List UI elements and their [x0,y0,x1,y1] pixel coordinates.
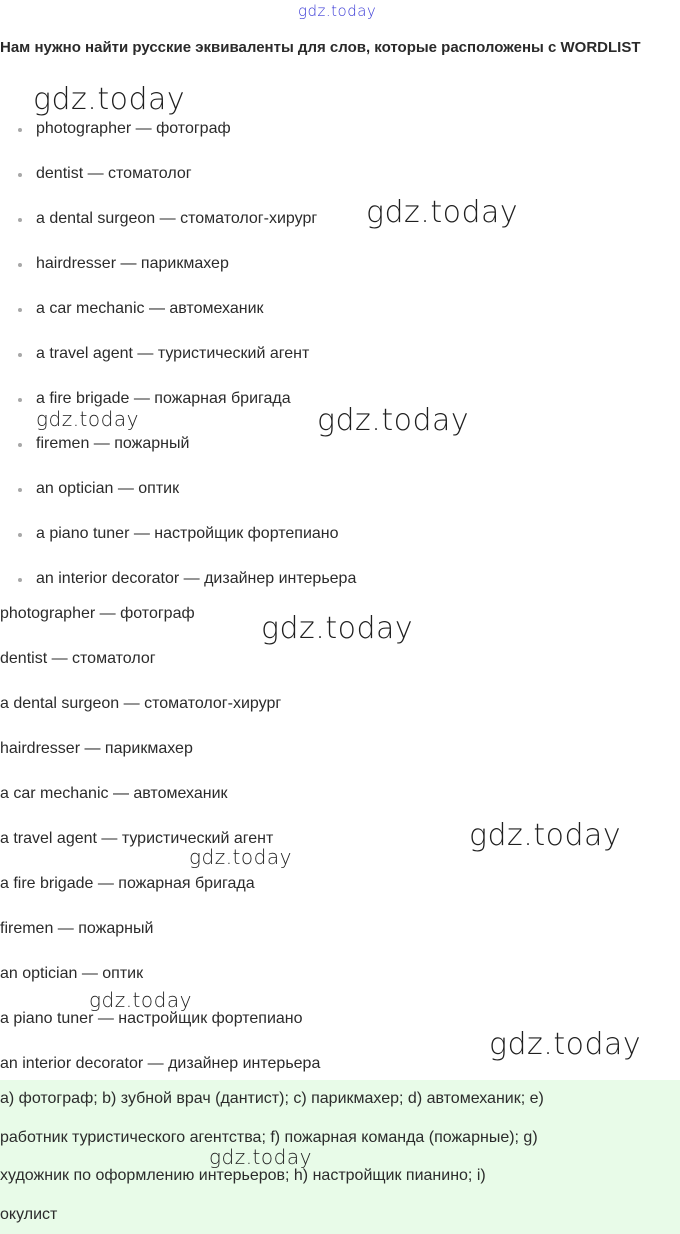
list-item: dentist — стоматолог [18,158,356,203]
watermark: gdz.today [469,818,622,853]
list-item: a dental surgeon — стоматолог-хирург [0,695,282,712]
watermark: gdz.today [366,195,519,230]
list-item: a car mechanic — автомеханик [18,293,356,338]
list-item: a travel agent — туристический агент [18,338,356,383]
list-item: dentist — стоматолог [0,650,156,667]
watermark: gdz.today [36,407,139,431]
watermark: gdz.today [89,988,192,1012]
list-item: a dental surgeon — стоматолог-хирург [18,203,356,248]
list-item: a piano tuner — настройщик фортепиано [0,1010,303,1027]
list-item: hairdresser — парикмахер [0,740,193,757]
list-item: hairdresser — парикмахер [18,248,356,293]
list-item: an interior decorator — дизайнер интерьера [18,563,356,608]
watermark: gdz.today [189,845,292,869]
watermark: gdz.today [209,1145,312,1169]
list-item: a fire brigade — пожарная бригада [0,875,255,892]
list-item: a piano tuner — настройщик фортепиано [18,518,356,563]
bullet-word-list [18,113,356,608]
answer-block [0,1080,680,1234]
list-item: an optician — оптик [18,473,356,518]
list-item: an optician — оптик [0,965,144,982]
list-item: a travel agent — туристический агент [0,830,274,847]
answer-line: работник туристического агентства; f) пожарная команда (пожарные); g) [0,1128,538,1146]
list-item: firemen — пожарный [18,428,356,473]
list-item: photographer — фотограф [18,113,356,158]
watermark: gdz.today [489,1027,642,1062]
watermark: gdz.today [317,403,470,438]
list-item: a car mechanic — автомеханик [0,785,228,802]
list-item: photographer — фотограф [0,605,195,622]
list-item: firemen — пожарный [0,920,154,937]
answer-line: художник по оформлению интерьеров; h) настройщик пианино; i) [0,1167,486,1184]
list-item: an interior decorator — дизайнер интерьера [0,1055,321,1072]
task-heading: Нам нужно найти русские эквиваленты для слов, которые расположены с WORDLIST [0,39,641,56]
watermark: gdz.today [261,611,414,646]
list-item: a fire brigade — пожарная бригада [18,383,356,428]
watermark: gdz.today [298,2,377,20]
watermark: gdz.today [33,82,186,117]
answer-line: a) фотограф; b) зубной врач (дантист); c) парикмахер; d) автомеханик; e) [0,1090,544,1107]
answer-line: окулист [0,1205,58,1223]
